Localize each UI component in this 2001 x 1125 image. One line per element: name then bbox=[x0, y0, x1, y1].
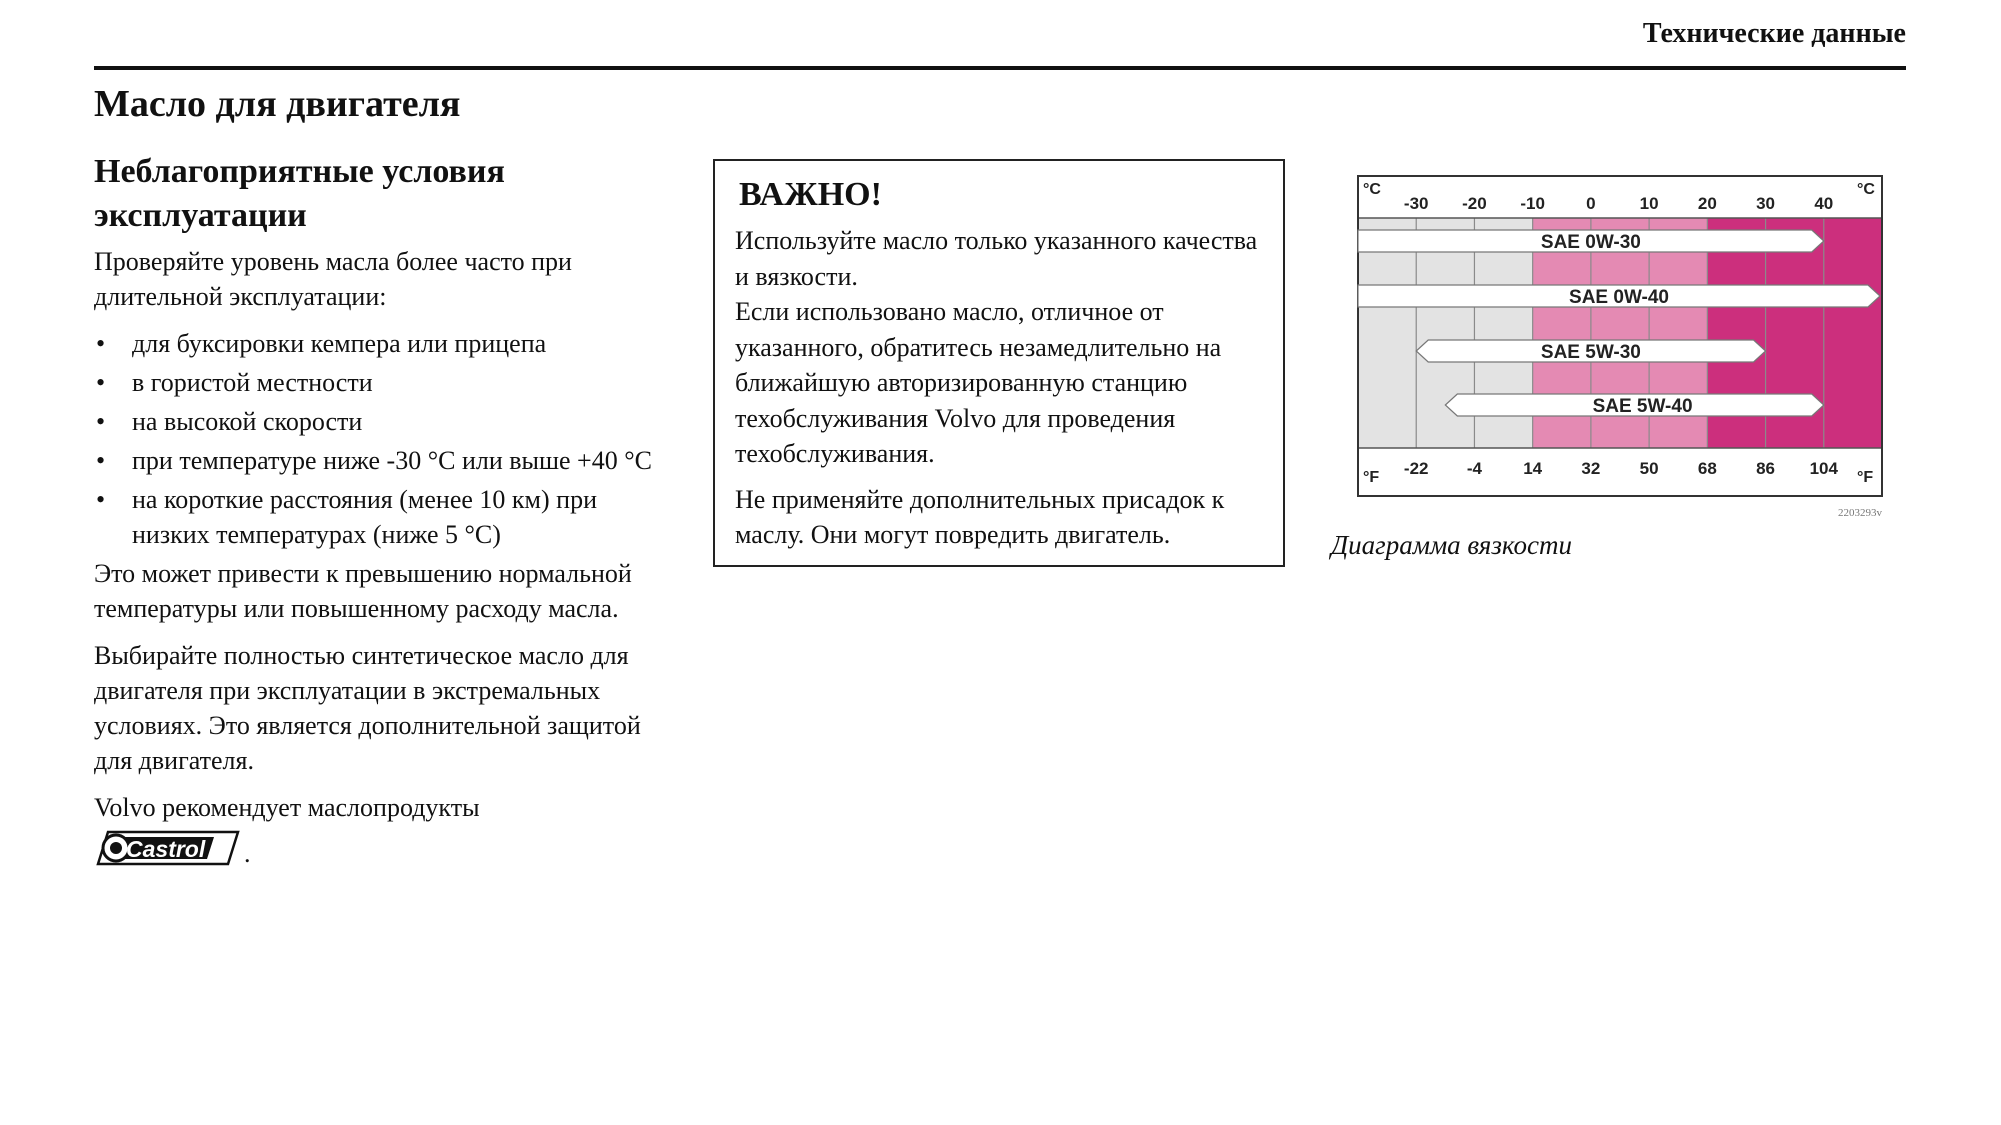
recommendation-paragraph: Volvo рекомендует маслопродукты bbox=[94, 793, 480, 822]
celsius-unit-right: °C bbox=[1857, 181, 1875, 198]
bullet-mark: • bbox=[96, 407, 106, 436]
list-item-text: при температуре ниже -30 °С или выше +40 °С bbox=[132, 446, 652, 475]
fahrenheit-tick-label: 32 bbox=[1581, 459, 1601, 478]
important-text-service: Если использовано масло, отличное от указанного, обратитесь незамедлительно на ближайшую авторизированную станцию техобслуживания Volvo для проведения техобслуживания. bbox=[735, 297, 1222, 468]
bullet-mark: • bbox=[96, 446, 106, 475]
intro-paragraph: Проверяйте уровень масла более часто при длительной эксплуатации: bbox=[94, 247, 572, 311]
page-header-title: Технические данные bbox=[1642, 18, 1906, 49]
chart-caption: Диаграмма вязкости bbox=[1331, 530, 1572, 560]
list-item bbox=[94, 326, 654, 361]
fahrenheit-tick-label: 86 bbox=[1756, 459, 1776, 478]
page-title: Масло для двигателя bbox=[94, 83, 461, 125]
list-item bbox=[94, 404, 654, 439]
conditions-list bbox=[94, 326, 654, 552]
viscosity-bar-label: SAE 5W-40 bbox=[1592, 396, 1693, 417]
viscosity-bar-label: SAE 0W-40 bbox=[1569, 287, 1669, 308]
important-text-additives: Не применяйте дополнительных присадок к маслу. Они могут повредить двигатель. bbox=[735, 484, 1225, 549]
section-title: Неблагоприятные условия эксплуатации bbox=[94, 153, 505, 234]
left-column bbox=[94, 150, 654, 867]
consequence-paragraph: Это может привести к превышению нормальной температуры или повышенному расходу масла. bbox=[94, 559, 632, 623]
list-item-text: для буксировки кемпера или прицепа bbox=[132, 329, 547, 358]
castrol-logo bbox=[94, 829, 240, 867]
bullet-mark: • bbox=[96, 485, 106, 514]
celsius-tick-label: -10 bbox=[1520, 194, 1545, 213]
list-item bbox=[94, 443, 654, 478]
bullet-mark: • bbox=[96, 368, 106, 397]
fahrenheit-tick-label: 68 bbox=[1697, 459, 1717, 478]
list-item-text: на высокой скорости bbox=[132, 407, 363, 436]
celsius-tick-label: 30 bbox=[1756, 194, 1776, 213]
celsius-tick-label: 0 bbox=[1586, 194, 1596, 213]
fahrenheit-unit-left: °F bbox=[1363, 469, 1380, 486]
celsius-tick-label: 40 bbox=[1814, 194, 1834, 213]
fahrenheit-unit-right: °F bbox=[1857, 469, 1874, 486]
castrol-row bbox=[94, 829, 654, 867]
synthetic-oil-paragraph: Выбирайте полностью синтетическое масло для двигателя при эксплуатации в экстремальных условиях. Это является дополнительной защитой для двигателя. bbox=[94, 641, 641, 775]
important-notice-box bbox=[713, 159, 1285, 567]
list-item-text: в гористой местности bbox=[132, 368, 373, 397]
celsius-tick-label: -30 bbox=[1403, 194, 1429, 213]
fahrenheit-tick-label: 104 bbox=[1809, 459, 1838, 478]
viscosity-chart bbox=[1350, 172, 1910, 532]
period: . bbox=[244, 839, 251, 868]
celsius-tick-label: -20 bbox=[1462, 194, 1487, 213]
celsius-tick-label: 10 bbox=[1639, 194, 1659, 213]
fahrenheit-tick-label: -22 bbox=[1403, 459, 1429, 478]
important-title: ВАЖНО! bbox=[739, 176, 882, 213]
fahrenheit-tick-label: 50 bbox=[1639, 459, 1659, 478]
fahrenheit-tick-label: -4 bbox=[1466, 459, 1483, 478]
viscosity-chart-svg bbox=[1350, 172, 1910, 532]
list-item bbox=[94, 482, 654, 552]
list-item bbox=[94, 365, 654, 400]
viscosity-bar-label: SAE 5W-30 bbox=[1540, 342, 1641, 363]
chart-code: 2203293v bbox=[1838, 507, 1882, 519]
celsius-unit-left: °C bbox=[1363, 181, 1381, 198]
list-item-text: на короткие расстояния (менее 10 км) при низких температурах (ниже 5 °С) bbox=[132, 485, 597, 549]
celsius-tick-label: 20 bbox=[1697, 194, 1717, 213]
important-text-quality: Используйте масло только указанного качества и вязкости. bbox=[735, 226, 1258, 291]
header-divider bbox=[94, 66, 1906, 70]
bullet-mark: • bbox=[96, 329, 106, 358]
castrol-logo-text: Castrol bbox=[126, 836, 206, 862]
fahrenheit-tick-label: 14 bbox=[1523, 459, 1543, 478]
viscosity-bar-label: SAE 0W-30 bbox=[1540, 232, 1641, 253]
